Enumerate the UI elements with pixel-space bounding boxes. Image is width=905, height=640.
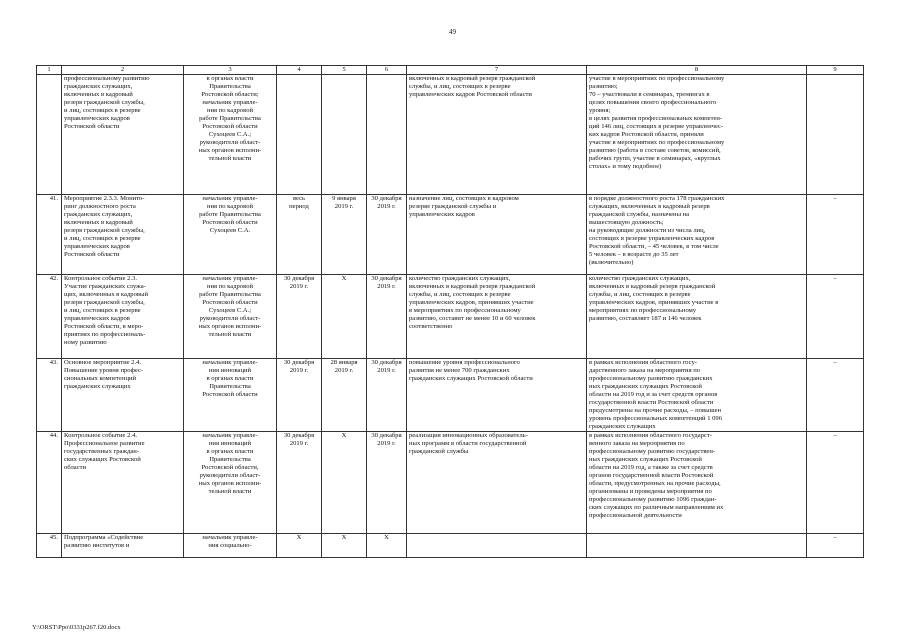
responsible-executor-line: ния инноваций	[208, 440, 252, 447]
actual-result-line: ных гражданских служащих Ростовской	[589, 456, 702, 463]
responsible-executor-line: начальник управле-	[202, 534, 258, 541]
actual-result-cell	[587, 75, 807, 195]
actual-result-line: мероприятиях по профессиональному	[589, 307, 697, 314]
column-header-3: 3	[184, 66, 277, 75]
column-header-2: 2	[62, 66, 184, 75]
actual-result-line: состоящих в резерве управленческих кадров	[589, 235, 715, 242]
actual-end-date-cell	[367, 75, 407, 195]
actual-result-line: развитию, составляет 187 и 146 человек	[589, 315, 702, 322]
event-name-line: гражданских служащих,	[64, 211, 133, 218]
event-name-line: управленческих кадров	[64, 315, 130, 322]
table-row	[37, 432, 864, 534]
event-name-line: государственных граждан-	[64, 448, 140, 455]
actual-result-line: профессиональному развитию государствен-	[589, 448, 716, 455]
responsible-executor-line: Ростовской области	[202, 391, 258, 398]
responsible-executor-cell	[184, 359, 277, 432]
event-name-cell	[62, 432, 184, 534]
planned-result-cell	[407, 195, 587, 275]
responsible-executor-line: работе Правительства	[199, 211, 261, 218]
planned-result-line: управленческих кадров	[409, 211, 475, 218]
actual-result-line: в порядке должностного роста 178 гражданских	[589, 195, 725, 202]
event-name-line: ринг должностного роста	[64, 203, 136, 210]
event-name-cell	[62, 75, 184, 195]
planned-date-cell	[277, 75, 322, 195]
event-name-line: Основное мероприятие 2.4.	[64, 359, 142, 366]
actual-result-line: вышестоящую должность;	[589, 219, 664, 226]
note-line: –	[833, 275, 837, 282]
actual-start-date-line: Х	[341, 275, 347, 282]
planned-result-line: повышение уровня профессионального	[409, 359, 520, 366]
note-line: –	[833, 432, 837, 439]
responsible-executor-line: Сухоцеев С.А.	[209, 227, 251, 234]
event-name-line: гражданских служащих	[64, 383, 131, 390]
planned-result-line: реализация инновационных образователь-	[409, 432, 528, 439]
actual-result-line: включенных в кадровый резерв гражданской	[589, 283, 716, 290]
planned-result-line: включенных в кадровый резерв гражданской	[409, 283, 536, 290]
planned-result-line: развитию, составит не менее 10 и 60 человек	[409, 315, 536, 322]
column-header-7: 7	[407, 66, 587, 75]
actual-start-date-line: Х	[341, 432, 347, 439]
actual-result-line: организованы и проведены мероприятия по	[589, 488, 712, 495]
row-number-cell: 45.	[37, 534, 62, 558]
planned-result-cell	[407, 275, 587, 359]
event-name-line: и лиц, состоящих в резерве	[64, 235, 141, 242]
actual-end-date-cell	[367, 275, 407, 359]
responsible-executor-line: Ростовской области;	[201, 91, 259, 98]
event-name-line: Ростовской области	[64, 123, 120, 130]
responsible-executor-line: ния по кадровой	[206, 203, 254, 210]
row-number-cell: 44.	[37, 432, 62, 534]
actual-result-line: рабочих групп, участие в семинарах, «круглых	[589, 155, 721, 162]
responsible-executor-line: руководители област-	[199, 472, 261, 479]
file-path-footer: Y:\ORST\Ppo\0331p267.f20.docx	[32, 624, 121, 631]
event-name-line: управленческих кадров	[64, 115, 130, 122]
note-cell	[807, 275, 864, 359]
program-report-table-wrap	[36, 65, 864, 558]
note-cell	[807, 534, 864, 558]
actual-result-line: гражданской службы, назначены на	[589, 211, 690, 218]
responsible-executor-line: тельной власти	[208, 155, 252, 162]
actual-start-date-cell	[322, 195, 367, 275]
responsible-executor-line: ния по кадровой	[206, 283, 254, 290]
actual-result-cell	[587, 275, 807, 359]
actual-result-line: предусмотрены на прочие расходы, – повышен	[589, 407, 722, 414]
actual-start-date-line: 2019 г.	[334, 367, 354, 374]
responsible-executor-line: ния по кадровой	[206, 107, 254, 114]
planned-result-cell	[407, 75, 587, 195]
planned-result-line: назначение лиц, состоящих в кадровом	[409, 195, 519, 202]
actual-result-line: Ростовской области, – 45 человек, в том числе	[589, 243, 719, 250]
event-name-line: Участие гражданских служа-	[64, 283, 146, 290]
event-name-line: сиональных компетенций	[64, 375, 137, 382]
actual-start-date-line: 28 января	[330, 359, 358, 366]
row-number-cell	[37, 75, 62, 195]
responsible-executor-line: ных органов исполни-	[198, 323, 262, 330]
responsible-executor-line: руководители област-	[199, 315, 261, 322]
column-header-5: 5	[322, 66, 367, 75]
actual-result-line: 70 – участвовали в семинарах, тренингах в	[589, 91, 710, 98]
responsible-executor-cell	[184, 534, 277, 558]
event-name-cell	[62, 275, 184, 359]
column-header-1: 1	[37, 66, 62, 75]
actual-result-line: области, предусмотренных на прочие расходы,	[589, 480, 721, 487]
actual-result-cell	[587, 359, 807, 432]
actual-result-line: уровня;	[589, 107, 611, 114]
responsible-executor-line: Ростовской области	[202, 299, 258, 306]
actual-end-date-cell	[367, 195, 407, 275]
event-name-line: включенных в кадровый	[64, 91, 133, 98]
actual-result-line: на руководящие должности из числа лиц,	[589, 227, 706, 234]
event-name-cell	[62, 195, 184, 275]
planned-result-line: количество гражданских служащих,	[409, 275, 511, 282]
planned-result-line: ных программ в области государственной	[409, 440, 527, 447]
actual-end-date-cell	[367, 534, 407, 558]
planned-result-line: развития не менее 700 гражданских	[409, 367, 510, 374]
planned-date-line: 30 декабря	[283, 275, 315, 282]
actual-result-line: гражданских служащих	[589, 423, 656, 430]
note-cell	[807, 75, 864, 195]
actual-start-date-cell	[322, 75, 367, 195]
event-name-line: приятиях по профессиональ-	[64, 331, 146, 338]
planned-result-line: управленческих кадров, принявших участие	[409, 299, 534, 306]
actual-result-cell	[587, 432, 807, 534]
responsible-executor-line: начальник управле-	[202, 99, 258, 106]
actual-result-line: государственной власти Ростовской области	[589, 399, 714, 406]
event-name-line: Мероприятие 2.3.3. Монито-	[64, 195, 145, 202]
planned-result-line: гражданской службы	[409, 448, 469, 455]
planned-result-line: включенных в кадровый резерв гражданской	[409, 75, 536, 82]
responsible-executor-line: ных органов исполни-	[198, 147, 262, 154]
event-name-line: Контрольное событие 2.3.	[64, 275, 138, 282]
planned-result-line: резерве гражданской службы и	[409, 203, 497, 210]
responsible-executor-line: Ростовской области	[202, 123, 258, 130]
responsible-executor-line: тельной власти	[208, 331, 252, 338]
responsible-executor-line: работе Правительства	[199, 291, 261, 298]
actual-end-date-line: 2019 г.	[377, 440, 396, 447]
planned-result-line: в мероприятиях по профессиональному	[409, 307, 521, 314]
event-name-line: ному развитию	[64, 339, 107, 346]
event-name-line: резерв гражданской службы,	[64, 299, 145, 306]
note-cell	[807, 359, 864, 432]
responsible-executor-line: работе Правительства	[199, 115, 261, 122]
event-name-line: включенных в кадровый	[64, 219, 133, 226]
actual-result-line: развитию;	[589, 83, 618, 90]
actual-result-line: участие в мероприятиях по профессиональному	[589, 75, 725, 82]
actual-result-line: развитию (работа в составе советов, комиссий,	[589, 147, 721, 154]
page-number: 49	[449, 28, 456, 36]
planned-result-cell	[407, 432, 587, 534]
responsible-executor-line: ния социально-	[208, 542, 252, 549]
planned-date-line: 2019 г.	[289, 440, 309, 447]
table-header-row	[37, 66, 864, 75]
responsible-executor-line: в органах власти	[206, 448, 254, 455]
actual-result-line: 5 человек – в возрасте до 35 лет	[589, 251, 679, 258]
table-row	[37, 75, 864, 195]
actual-end-date-line: 2019 г.	[377, 367, 396, 374]
responsible-executor-cell	[184, 75, 277, 195]
note-cell	[807, 195, 864, 275]
event-name-line: управленческих кадров	[64, 243, 130, 250]
event-name-line: Повышение уровня профес-	[64, 367, 144, 374]
actual-result-line: ких кадров Ростовской области, приняли	[589, 131, 704, 138]
actual-start-date-cell	[322, 432, 367, 534]
responsible-executor-line: ных органов исполни-	[198, 480, 262, 487]
column-header-8: 8	[587, 66, 807, 75]
event-name-cell	[62, 359, 184, 432]
actual-end-date-line: 30 декабря	[371, 275, 402, 282]
note-line: –	[833, 195, 837, 202]
actual-result-line: столах» и тому подобное)	[589, 163, 662, 170]
responsible-executor-line: в органах власти	[206, 375, 254, 382]
responsible-executor-line: начальник управле-	[202, 359, 258, 366]
actual-result-line: профессиональному развитию 1096 граждан-	[589, 496, 717, 503]
planned-date-line: 30 декабря	[283, 432, 315, 439]
responsible-executor-line: Сухоцеев С.А.;	[208, 307, 252, 314]
actual-end-date-line: 30 декабря	[371, 195, 402, 202]
event-name-line: гражданских служащих,	[64, 83, 133, 90]
planned-date-line: 2019 г.	[289, 283, 309, 290]
planned-result-line: гражданских служащих Ростовской области	[409, 375, 533, 382]
actual-result-line: в рамках исполнения областного госу-	[589, 359, 697, 366]
row-number-cell: 42.	[37, 275, 62, 359]
event-name-line: щих, включенных в кадровый	[64, 291, 148, 298]
responsible-executor-line: тельной власти	[208, 488, 252, 495]
actual-start-date-cell	[322, 275, 367, 359]
responsible-executor-line: Правительства	[209, 456, 251, 463]
responsible-executor-line: начальник управле-	[202, 195, 258, 202]
actual-result-line: венного заказа на мероприятия по	[589, 440, 685, 447]
column-header-4: 4	[277, 66, 322, 75]
event-name-line: и лиц, состоящих в резерве	[64, 307, 141, 314]
actual-result-line: ций 146 лиц, состоящих в резерве управленчес-	[589, 123, 724, 130]
actual-result-line: области на 2019 год и за счет средств органов	[589, 391, 718, 398]
note-cell	[807, 432, 864, 534]
planned-date-cell	[277, 534, 322, 558]
actual-result-line: количество гражданских служащих,	[589, 275, 691, 282]
actual-result-line: профессиональной деятельности	[589, 512, 682, 519]
planned-date-cell	[277, 432, 322, 534]
planned-date-line: 2019 г.	[289, 367, 309, 374]
event-name-line: Подпрограмма «Содействие	[64, 534, 144, 541]
actual-start-date-line: Х	[341, 534, 347, 541]
actual-result-cell	[587, 195, 807, 275]
actual-start-date-cell	[322, 359, 367, 432]
planned-date-line: период	[289, 203, 309, 210]
actual-result-line: в рамках исполнения областного государст-	[589, 432, 712, 439]
actual-end-date-cell	[367, 432, 407, 534]
table-row	[37, 275, 864, 359]
event-name-cell	[62, 534, 184, 558]
responsible-executor-line: Ростовской области	[202, 219, 258, 226]
event-name-line: области	[64, 464, 87, 471]
planned-date-line: весь	[292, 195, 306, 202]
event-name-line: и лиц, состоящих в резерве	[64, 107, 141, 114]
planned-result-line: управленческих кадров Ростовской области	[409, 91, 532, 98]
row-number-cell: 41.	[37, 195, 62, 275]
responsible-executor-line: Сухоцеев С.А.;	[208, 131, 252, 138]
actual-end-date-line: 30 декабря	[371, 432, 402, 439]
planned-result-line: службы, и лиц, состоящих в резерве	[409, 83, 511, 90]
planned-date-cell	[277, 359, 322, 432]
actual-result-line: участие в мероприятиях по профессиональному	[589, 139, 725, 146]
actual-start-date-line: 2019 г.	[334, 203, 354, 210]
table-row	[37, 195, 864, 275]
event-name-line: профессиональному развитию	[64, 75, 150, 82]
program-report-table	[36, 65, 864, 558]
responsible-executor-cell	[184, 195, 277, 275]
event-name-line: ских служащих Ростовской	[64, 456, 141, 463]
actual-result-line: управленческих кадров, принявших участие в	[589, 299, 719, 306]
actual-start-date-line: 9 января	[332, 195, 356, 202]
actual-result-line: профессиональному развитию гражданских	[589, 375, 713, 382]
actual-result-cell	[587, 534, 807, 558]
table-body	[37, 75, 864, 558]
actual-result-line: службы, и лиц, состоящих в резерве	[589, 291, 691, 298]
responsible-executor-cell	[184, 432, 277, 534]
responsible-executor-line: Правительства	[209, 83, 251, 90]
actual-result-line: уровень профессиональных компетенций 1 096	[589, 415, 723, 422]
actual-start-date-cell	[322, 534, 367, 558]
actual-result-line: органов государственной власти Ростовской	[589, 472, 714, 479]
event-name-line: резерв гражданской службы,	[64, 99, 145, 106]
event-name-line: Ростовской области, в меро-	[64, 323, 144, 330]
actual-result-line: целях повышения своего профессионального	[589, 99, 717, 106]
planned-result-cell	[407, 534, 587, 558]
column-header-6: 6	[367, 66, 407, 75]
table-row	[37, 359, 864, 432]
event-name-line: Профессиональное развитие	[64, 440, 145, 447]
actual-end-date-cell	[367, 359, 407, 432]
planned-result-line: службы, и лиц, состоящих в резерве	[409, 291, 511, 298]
actual-end-date-line: Х	[384, 534, 389, 541]
event-name-line: развитию институтов и	[64, 542, 130, 549]
note-line: –	[833, 359, 837, 366]
responsible-executor-line: Ростовской области,	[201, 464, 259, 471]
planned-date-cell	[277, 275, 322, 359]
planned-result-cell	[407, 359, 587, 432]
planned-result-line: соответственно	[409, 323, 453, 330]
actual-result-line: ских служащих по различным направлениям их	[589, 504, 724, 511]
table-row	[37, 534, 864, 558]
responsible-executor-line: в органах власти	[206, 75, 254, 82]
actual-result-line: дарственного заказа на мероприятия по	[589, 367, 701, 374]
actual-result-line: области на 2019 год, а также за счет средств	[589, 464, 713, 471]
actual-end-date-line: 2019 г.	[377, 283, 396, 290]
row-number-cell: 43.	[37, 359, 62, 432]
responsible-executor-line: ния инноваций	[208, 367, 252, 374]
responsible-executor-cell	[184, 275, 277, 359]
note-line: –	[833, 534, 837, 541]
actual-end-date-line: 2019 г.	[377, 203, 396, 210]
column-header-9: 9	[807, 66, 864, 75]
actual-result-line: служащих, включенных в кадровый резерв	[589, 203, 710, 210]
actual-end-date-line: 30 декабря	[371, 359, 402, 366]
event-name-line: резерв гражданской службы,	[64, 227, 145, 234]
planned-date-line: 30 декабря	[283, 359, 315, 366]
responsible-executor-line: начальник управле-	[202, 275, 258, 282]
responsible-executor-line: руководители област-	[199, 139, 261, 146]
actual-result-line: в целях развития профессиональных компетен-	[589, 115, 723, 122]
responsible-executor-line: Правительства	[209, 383, 251, 390]
planned-date-line: Х	[296, 534, 302, 541]
event-name-line: Ростовской области	[64, 251, 120, 258]
responsible-executor-line: начальник управле-	[202, 432, 258, 439]
event-name-line: Контрольное событие 2.4.	[64, 432, 138, 439]
planned-date-cell	[277, 195, 322, 275]
actual-result-line: (включительно)	[589, 259, 634, 266]
actual-result-line: ных гражданских служащих Ростовской	[589, 383, 702, 390]
